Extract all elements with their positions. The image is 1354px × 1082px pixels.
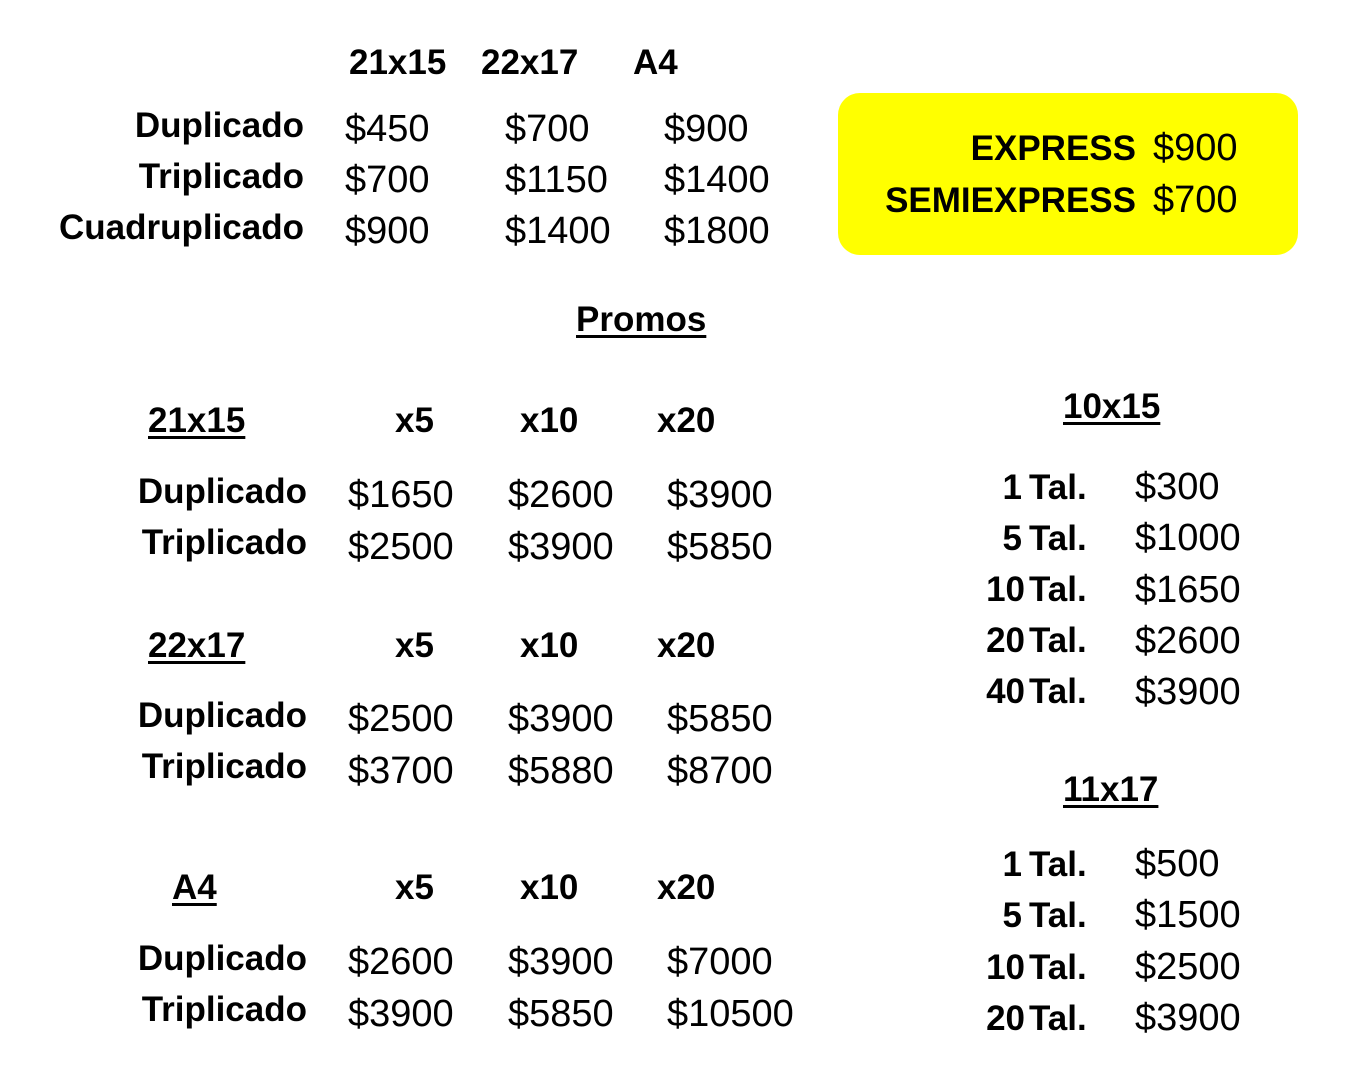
base-header-a4: A4 <box>633 43 678 82</box>
promo-price: $7000 <box>667 941 773 983</box>
talonario-price: $1500 <box>1135 894 1241 936</box>
promo-row-label: Triplicado <box>141 990 307 1029</box>
talonario-price: $2600 <box>1135 620 1241 662</box>
promo-quantity-header: x10 <box>520 626 579 665</box>
talonario-price: $3900 <box>1135 671 1241 713</box>
base-price: $900 <box>345 210 430 252</box>
talonario-qty: 10 <box>986 948 1025 987</box>
talonario-unit: Tal. <box>1029 948 1087 987</box>
talonario-unit: Tal. <box>1029 845 1087 884</box>
promo-quantity-header: x5 <box>395 626 434 665</box>
promo-price: $2600 <box>348 941 454 983</box>
base-header-22x17: 22x17 <box>481 43 579 82</box>
promo-price: $3900 <box>508 698 614 740</box>
talonario-size-title: 10x15 <box>1063 387 1161 426</box>
promo-row-label: Duplicado <box>137 939 307 978</box>
promos-title: Promos <box>576 300 707 339</box>
promo-quantity-header: x5 <box>395 401 434 440</box>
base-row-label-triplicado: Triplicado <box>138 157 304 196</box>
talonario-price: $1650 <box>1135 569 1241 611</box>
promo-price: $2500 <box>348 698 454 740</box>
promo-price: $10500 <box>667 993 794 1035</box>
talonario-qty: 20 <box>986 621 1025 660</box>
base-price: $700 <box>345 159 430 201</box>
promo-quantity-header: x10 <box>520 401 579 440</box>
talonario-unit: Tal. <box>1029 999 1087 1038</box>
base-price: $700 <box>505 108 590 150</box>
talonario-qty: 1 <box>1002 845 1022 884</box>
talonario-qty: 40 <box>986 672 1025 711</box>
promo-row-label: Duplicado <box>137 472 307 511</box>
promo-price: $1650 <box>348 474 454 516</box>
promo-price: $3900 <box>348 993 454 1035</box>
promo-size-title: A4 <box>172 868 217 907</box>
talonario-unit: Tal. <box>1029 621 1087 660</box>
talonario-qty: 5 <box>1002 896 1022 935</box>
talonario-price: $300 <box>1135 466 1220 508</box>
promo-row-label: Duplicado <box>137 696 307 735</box>
promo-price: $5850 <box>667 698 773 740</box>
base-row-label-cuadruplicado: Cuadruplicado <box>58 208 304 247</box>
promo-price: $3900 <box>508 526 614 568</box>
talonario-price: $500 <box>1135 843 1220 885</box>
semiexpress-label: SEMIEXPRESS <box>885 181 1136 220</box>
talonario-price: $1000 <box>1135 517 1241 559</box>
express-label: EXPRESS <box>970 129 1136 168</box>
promo-price: $2500 <box>348 526 454 568</box>
talonario-price: $3900 <box>1135 997 1241 1039</box>
promo-price: $8700 <box>667 750 773 792</box>
talonario-size-title: 11x17 <box>1063 770 1159 809</box>
promo-quantity-header: x20 <box>657 626 716 665</box>
promo-quantity-header: x10 <box>520 868 579 907</box>
talonario-qty: 1 <box>1002 468 1022 507</box>
base-price: $900 <box>664 108 749 150</box>
base-price: $1150 <box>505 159 608 201</box>
promo-quantity-header: x20 <box>657 868 716 907</box>
promo-size-title: 22x17 <box>148 626 246 665</box>
talonario-qty: 20 <box>986 999 1025 1038</box>
semiexpress-price: $700 <box>1153 179 1238 221</box>
base-row-label-duplicado: Duplicado <box>134 106 304 145</box>
promo-row-label: Triplicado <box>141 523 307 562</box>
promo-price: $3700 <box>348 750 454 792</box>
promo-price: $5880 <box>508 750 614 792</box>
base-header-21x15: 21x15 <box>349 43 447 82</box>
talonario-price: $2500 <box>1135 946 1241 988</box>
promo-price: $5850 <box>667 526 773 568</box>
talonario-unit: Tal. <box>1029 896 1087 935</box>
promo-row-label: Triplicado <box>141 747 307 786</box>
promo-price: $5850 <box>508 993 614 1035</box>
base-price: $1800 <box>664 210 770 252</box>
promo-size-title: 21x15 <box>148 401 246 440</box>
talonario-unit: Tal. <box>1029 570 1087 609</box>
promo-price: $3900 <box>667 474 773 516</box>
talonario-qty: 5 <box>1002 519 1022 558</box>
base-price: $1400 <box>664 159 770 201</box>
base-price: $450 <box>345 108 430 150</box>
base-price: $1400 <box>505 210 611 252</box>
talonario-unit: Tal. <box>1029 519 1087 558</box>
talonario-qty: 10 <box>986 570 1025 609</box>
express-box <box>838 93 1298 255</box>
talonario-unit: Tal. <box>1029 672 1087 711</box>
promo-price: $2600 <box>508 474 614 516</box>
talonario-unit: Tal. <box>1029 468 1087 507</box>
promo-quantity-header: x20 <box>657 401 716 440</box>
express-price: $900 <box>1153 127 1238 169</box>
promo-quantity-header: x5 <box>395 868 434 907</box>
promo-price: $3900 <box>508 941 614 983</box>
